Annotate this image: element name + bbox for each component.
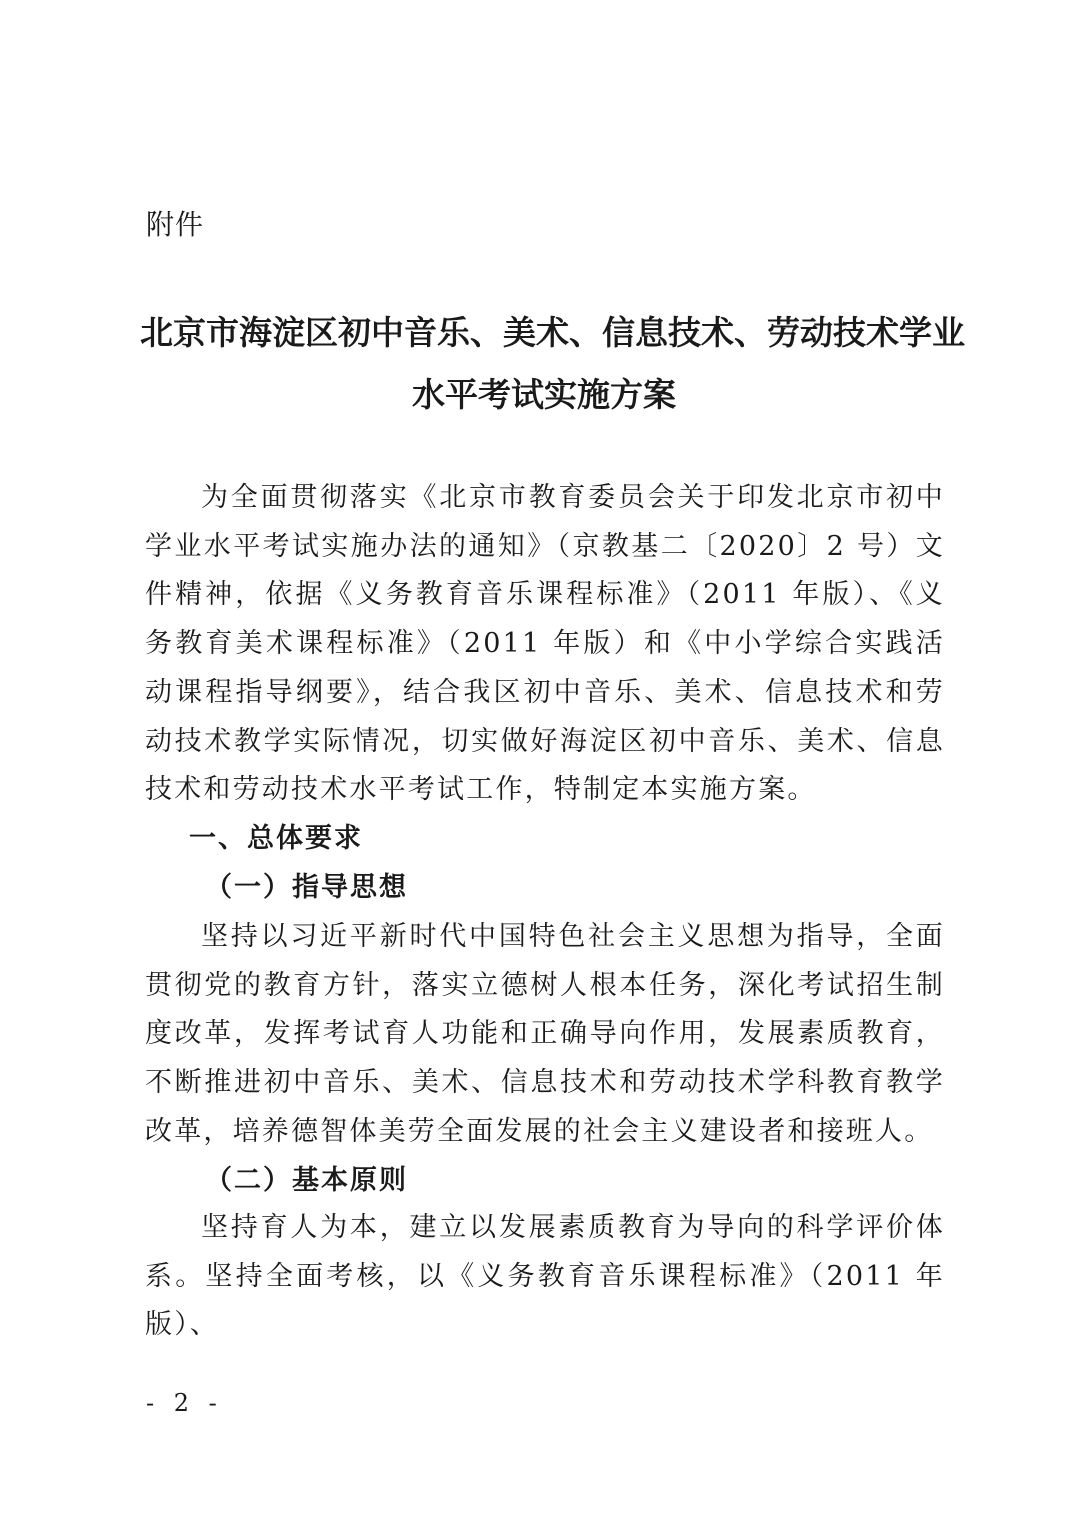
subsection-heading-guiding-ideology: （一）指导思想 bbox=[205, 872, 408, 903]
basic-principles-paragraph: 坚持育人为本，建立以发展素质教育为导向的科学评价体系。坚持全面考核，以《义务教育音乐课程标准》（2011 年版）、 bbox=[145, 1212, 945, 1341]
document-title-line-2: 水平考试实施方案 bbox=[412, 375, 676, 414]
intro-paragraph: 为全面贯彻落实《北京市教育委员会关于印发北京市初中学业水平考试实施办法的通知》（京教基二〔2020〕2 号）文件精神，依据《义务教育音乐课程标准》（2011 年版）、《义务教育美术课程标准》（2011 年版）和《中小学综合实践活动课程指导纲要》，结合我区初中音乐、美术、信息技术和劳动技术教学实际情况，切实做好海淀区初中音乐、美术、信息技术和劳动技术水平考试工作，特制定本实施方案。 bbox=[145, 482, 945, 806]
attachment-label: 附件 bbox=[146, 208, 205, 241]
subsection-heading-basic-principles: （二）基本原则 bbox=[205, 1165, 408, 1196]
page-number: - 2 - bbox=[146, 1389, 223, 1417]
document-title-line-1: 北京市海淀区初中音乐、美术、信息技术、劳动技术学业 bbox=[140, 313, 965, 352]
guiding-ideology-paragraph: 坚持以习近平新时代中国特色社会主义思想为指导，全面贯彻党的教育方针，落实立德树人根本任务，深化考试招生制度改革，发挥考试育人功能和正确导向作用，发展素质教育，不断推进初中音乐、美术、信息技术和劳动技术学科教育教学改革，培养德智体美劳全面发展的社会主义建设者和接班人。 bbox=[145, 921, 945, 1147]
section-heading-general-requirements: 一、总体要求 bbox=[189, 823, 363, 854]
